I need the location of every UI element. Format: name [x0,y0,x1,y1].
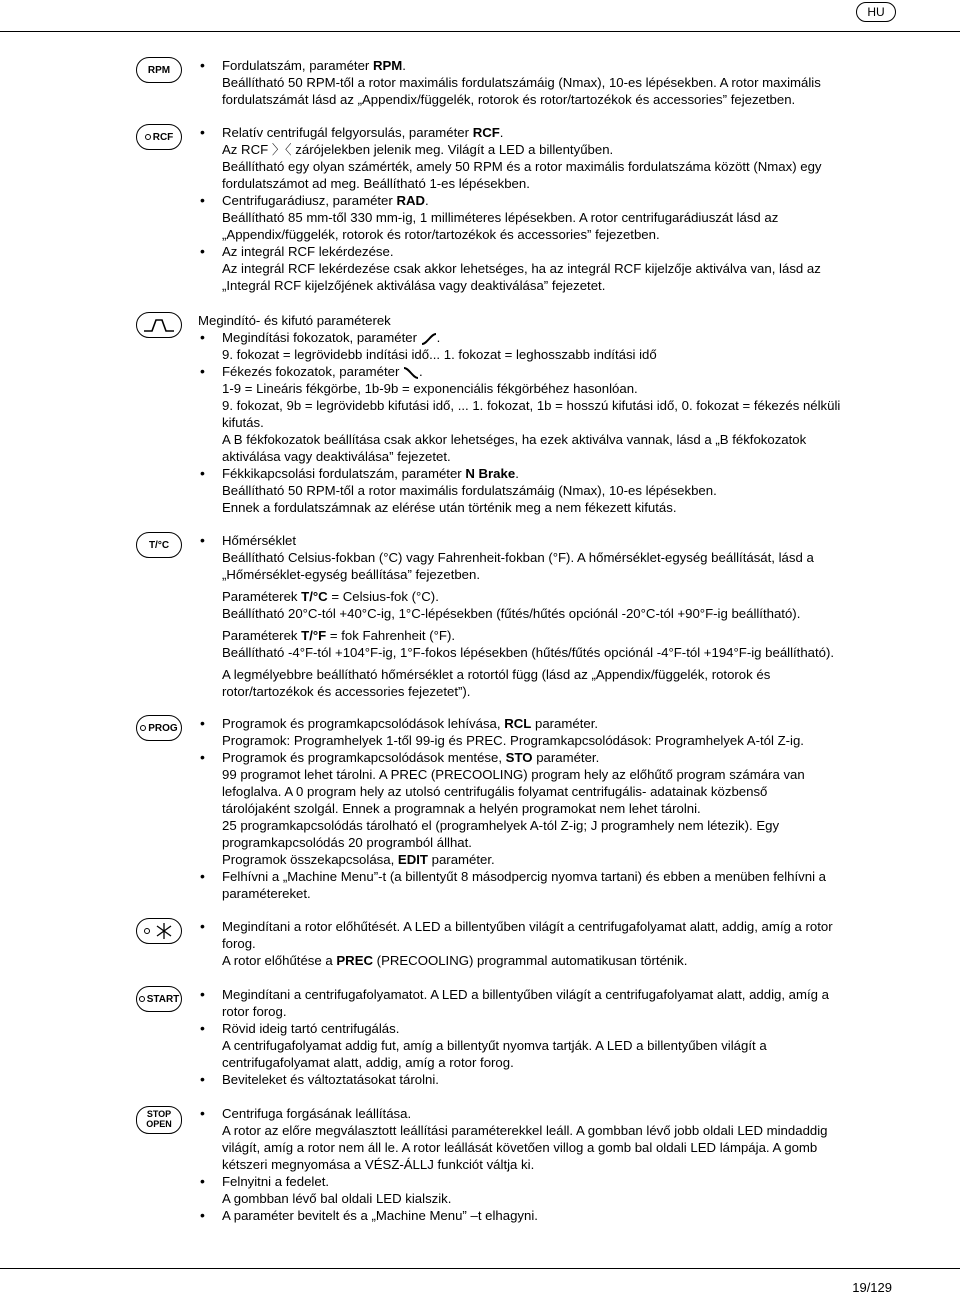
text-line: Beállítható egy olyan számérték, amely 50 RPM és a rotor maximális fordulatszáma között (Nmax) egy [222,159,822,174]
temperature-key-label: T/°C [148,540,170,551]
text-line: lefoglalva. A 0 program hely az utolsó centrifugális folyamat centrifugális- adatainak közbenső [222,784,768,799]
text-line: Beállítható 50 RPM-től a rotor maximális fordulatszámáig (Nmax), 10-es lépésekben. [222,483,717,498]
list-item: • Az integrál RCF lekérdezése. [198,243,898,260]
accel-curve-icon [421,333,437,345]
text-line: Az integrál RCF lekérdezése csak akkor lehetséges, ha az integrál RCF kijelzője aktiválva van, lásd az [222,261,821,276]
list-item: • Fékezés fokozatok, paraméter . [198,363,898,380]
text-line: 9. fokozat = legrövidebb indítási idő... 1. fokozat = leghosszabb indítási idő [222,347,657,362]
text-line: centrifugafolyamat alatt, addig, amíg a rotor forog. [222,1055,514,1070]
text-line: Paraméterek T/°C = Celsius-fok (°C). [222,589,439,604]
text-line: A gombban lévő bal oldali LED kialszik. [222,1191,452,1206]
prog-key [136,715,182,741]
text-line: paramétereket. [222,886,311,901]
text-line: fordulatszámát lásd az „Appendix/függelék, rotorok és rotor/tartozékok és accessories” fejezetben. [222,92,796,107]
text-line: A rotor az előre megválasztott leállítási paraméterekkel leáll. A gombban lévő jobb oldali LED mindaddig [222,1123,828,1138]
text-line: Az RCF 〉〈 zárójelekben jelenik meg. Világít a LED a billentyűben. [222,142,614,157]
text-line: Beállítható -4°F-tól +104°F-ig, 1°F-fokos lépésekben (hűtés/fűtés opciónál -4°F-tól +194°F-ig beállítható). [222,645,835,660]
text-line: A centrifugafolyamat addig fut, amíg a billentyűt nyomva tartják. A LED a billentyűben világít a [222,1038,767,1053]
start-key-label: START [146,994,180,1005]
start-key [136,986,182,1012]
stop-open-key [136,1106,182,1134]
language-badge: HU [856,2,896,22]
list-item: • Centrifugarádiusz, paraméter RAD. [198,192,898,209]
temperature-section [198,532,898,700]
rpm-section [198,57,898,108]
section-heading: Megindító- és kifutó paraméterek [198,313,391,328]
page-number: 19/129 [852,1280,892,1295]
ramp-curve-icon [142,316,176,334]
footer-rule [0,1268,960,1269]
rcf-section [198,124,898,294]
text-line: Ennek a fordulatszámnak az elérése után történik meg a nem fékezett kifutás. [222,500,677,515]
led-icon [145,134,151,140]
program-section [198,715,898,902]
list-item: • Relatív centrifugál felgyorsulás, paraméter RCF. [198,124,898,141]
list-item: • Programok és programkapcsolódások lehívása, RCL paraméter. [198,715,898,732]
list-item: • Megindítani a rotor előhűtését. A LED a billentyűben világít a centrifugafolyamat alatt, addig, amíg a rotor [198,918,898,935]
list-item: • Centrifuga forgásának leállítása. [198,1105,898,1122]
text-line: 1-9 = Lineáris fékgörbe, 1b-9b = exponenciális fékgörbéhez hasonlóan. [222,381,638,396]
list-item: • Fékkikapcsolási fordulatszám, paraméter N Brake. [198,465,898,482]
rcf-key [136,124,182,150]
text-line: „Appendix/függelék, rotorok és rotor/tartozékok és accessories” fejezetben. [222,227,660,242]
text-line: aktiválása vagy deaktiválása” fejezetet. [222,449,451,464]
led-icon [140,725,146,731]
open-key-label: OPEN [146,1119,172,1129]
text-line: Programok: Programhelyek 1-től 99-ig és PREC. Programkapcsolódások: Programhelyek A-tól Z-ig. [222,733,804,748]
text-line: rotor forog. [222,1004,287,1019]
list-item: • Rövid ideig tartó centrifugálás. [198,1020,898,1037]
list-item: • Beviteleket és változtatásokat tárolni. [198,1071,898,1088]
text-line: „Integrál RCF kijelzőjének aktiválása vagy deaktiválása” fejezetet. [222,278,606,293]
text-line: A B fékfokozatok beállítása csak akkor lehetséges, ha ezek aktiválva vannak, lásd a „B fékfokozatok [222,432,807,447]
text-line: forog. [222,936,256,951]
temperature-key [136,532,182,558]
rcf-key-label: RCF [152,132,174,143]
list-item: • Felhívni a „Machine Menu”-t (a billentyűt 8 másodpercig nyomva tartani) és ebben a menüben felhívni a [198,868,898,885]
text-line: Beállítható Celsius-fokban (°C) vagy Fahrenheit-fokban (°F). A hőmérséklet-egység beállítását, lásd a [222,550,814,565]
text-line: 9. fokozat, 9b = legrövidebb kifutási idő, ... 1. fokozat, 1b = hosszú kifutási idő, 0. fokozat = fékezés nélküli [222,398,841,413]
text-line: Paraméterek T/°F = fok Fahrenheit (°F). [222,628,456,643]
text-line: kétszeri megnyomása a VÉSZ-ÁLLJ funkciót váltja ki. [222,1157,535,1172]
bracket-symbols: 〉〈 [271,142,292,157]
text-line: tárolójaként szolgál. Ennek a programnak a helyén programokat nem lehet tárolni. [222,801,701,816]
led-icon [144,928,150,934]
text-line: A rotor előhűtése a PREC (PRECOOLING) programmal automatikusan történik. [222,953,688,968]
rpm-key [136,57,182,83]
snowflake-icon [154,922,174,940]
led-icon [139,996,145,1002]
text-line: Beállítható 20°C-tól +40°C-ig, 1°C-lépésekben (fűtés/hűtés opciónál -20°C-tól +90°F-ig beállítható). [222,606,801,621]
text-line: Programok összekapcsolása, EDIT paraméter. [222,852,495,867]
text-line: programkapcsolódás 20 programból állhat. [222,835,472,850]
text-line: A legmélyebbre beállítható hőmérséklet a rotortól függ (lásd az „Appendix/függelék, rotorok és [222,667,771,682]
text-line: kifutás. [222,415,264,430]
list-item: • Megindítási fokozatok, paraméter . [198,329,898,346]
precool-section [198,918,898,969]
text-line: világít, amíg a rotor nem áll le. A rotor leállását követően villog a gomb bal oldali LED lámpája. A gomb [222,1140,818,1155]
text-line: „Hőmérséklet-egység beállítása” fejezetben. [222,567,481,582]
header-rule [0,31,960,32]
text-line: 99 programot lehet tárolni. A PREC (PRECOOLING) program hely az előhűtő program számára van [222,767,805,782]
list-item: • A paraméter bevitelt és a „Machine Menu” –t elhagyni. [198,1207,898,1224]
text-line: Beállítható 85 mm-től 330 mm-ig, 1 milliméteres lépésekben. A rotor centrifugarádiuszát lásd az [222,210,779,225]
text-line: fordulatszámot ad meg. Beállítható 1-es lépésekben. [222,176,530,191]
list-item: • Megindítani a centrifugafolyamatot. A LED a billentyűben világít a centrifugafolyamat alatt, addig, amíg a [198,986,898,1003]
rpm-key-label: RPM [147,65,171,76]
list-item: • Programok és programkapcsolódások mentése, STO paraméter. [198,749,898,766]
text-line: rotor/tartozékok és accessories fejezetet”). [222,684,471,699]
brake-curve-icon [403,367,419,379]
stop-key-label: STOP [146,1109,172,1119]
ramp-key [136,312,182,338]
text-line: 25 programkapcsolódás tárolható el (programhelyek A-tól Z-ig; J programhely nem létezik). Egy [222,818,780,833]
start-section [198,986,898,1088]
list-item: • Hőmérséklet [198,532,898,549]
list-item: • Felnyitni a fedelet. [198,1173,898,1190]
stop-section [198,1105,898,1224]
list-item: • Fordulatszám, paraméter RPM. [198,57,898,74]
ramp-section [198,312,898,516]
precool-key [136,918,182,944]
text-line: Beállítható 50 RPM-től a rotor maximális fordulatszámáig (Nmax), 10-es lépésekben. A rotor maximális [222,75,821,90]
prog-key-label: PROG [148,723,178,734]
